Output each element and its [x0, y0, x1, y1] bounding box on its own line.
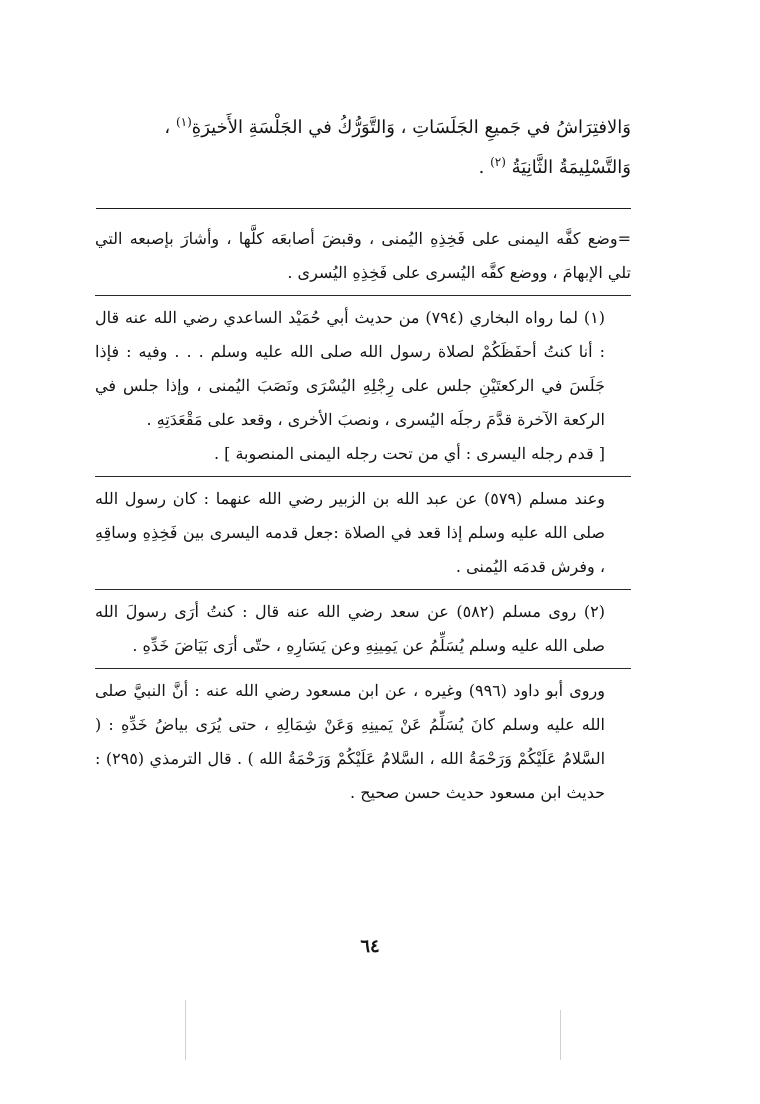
main-text	[95, 108, 631, 188]
footnote-1-marker[interactable]: (١)	[175, 115, 192, 129]
footnote-2: (٢) روى مسلم (٥٨٢) عن سعد رضي الله عنه قال : كنتُ أرَى رسولَ الله صلى الله عليه وسلم يُسَلِّمُ عن يَمِينِهِ وعن يَسَارِهِ ، حتّى أرَى بَيَاضَ خَدِّهِ .	[95, 602, 605, 655]
main-text-line-1	[95, 108, 631, 148]
footnote-continuation: =وضع كفَّه اليمنى على فَخِذِهِ اليُمنى ، وقبضَ أصابعَه كلَّها ، وأشارَ بإصبعه التي تلي الإبهامَ ، ووضع كفَّه اليُسرى على فَخِذِهِ اليُسرى .	[95, 229, 631, 282]
main-text-line-1-body: وَالافتِرَاشُ في جَميعِ الجَلَسَاتِ ، وَالتَّوَرُّكُ في الجَلْسَةِ الأَخيرَةِ	[191, 117, 631, 138]
main-text-line-2-body: وَالتَّسْلِيمَةُ الثَّانِيَةُ	[511, 157, 631, 178]
footnote-2-marker[interactable]: (٢)	[490, 155, 506, 169]
footnote-separator	[95, 589, 631, 590]
footnote-1: (١) لما رواه البخاري (٧٩٤) من حديث أبي حُمَيْد الساعدي رضي الله عنه قال : أنا كنتُ أحفَظَكُمْ لصلاة رسول الله صلى الله عليه وسلم . . . وفيه : فإذا جَلَسَ في الركعتَيْنِ جلس على رِجْلِهِ اليُسْرَى ونَصَبَ اليُمنى ، وإذا جلس في الركعة الآخرة قدَّمَ رجلَه اليُسرى ، ونصبَ الأخرى ، وقعد على مَقْعَدَتِهِ .	[95, 308, 605, 429]
footnote-1-muslim: وعند مسلم (٥٧٩) عن عبد الله بن الزبير رضي الله عنهما : كان رسول الله صلى الله عليه وسلم إذا قعد في الصلاة :جعل قدمه اليسرى بين فَخِذِهِ وساقِهِ ، وفرش قدمَه اليُمنى .	[95, 489, 605, 576]
main-text-line-1-end: ،	[164, 117, 171, 138]
scan-artifact	[560, 1010, 561, 1060]
scan-artifact	[185, 1000, 186, 1060]
footnote-2-abudawud: وروى أبو داود (٩٩٦) وغيره ، عن ابن مسعود رضي الله عنه : أنَّ النبيَّ صلى الله عليه وسلم كانَ يُسَلِّمُ عَنْ يَمينِهِ وَعَنْ شِمَالِهِ ، حتى يُرَى بياضُ خَدِّهِ : ( السَّلامُ عَلَيْكُمْ وَرَحْمَةُ الله ، السَّلامُ عَلَيْكُمْ وَرَحْمَةُ الله ) . قال الترمذي (٢٩٥) : حديث ابن مسعود حديث حسن صحيح .	[95, 681, 606, 802]
footnote-separator	[95, 668, 631, 669]
footnote-separator	[95, 295, 631, 296]
main-text-line-2	[95, 148, 631, 188]
footnote-separator	[95, 476, 631, 477]
main-text-line-2-end: .	[478, 157, 485, 178]
footnote-rule	[96, 208, 631, 209]
footnotes	[95, 222, 631, 810]
page-number: ٦٤	[360, 936, 380, 957]
footnote-1-gloss: [ قدم رجله اليسرى : أي من تحت رجله اليمنى المنصوبة ] .	[213, 444, 605, 463]
